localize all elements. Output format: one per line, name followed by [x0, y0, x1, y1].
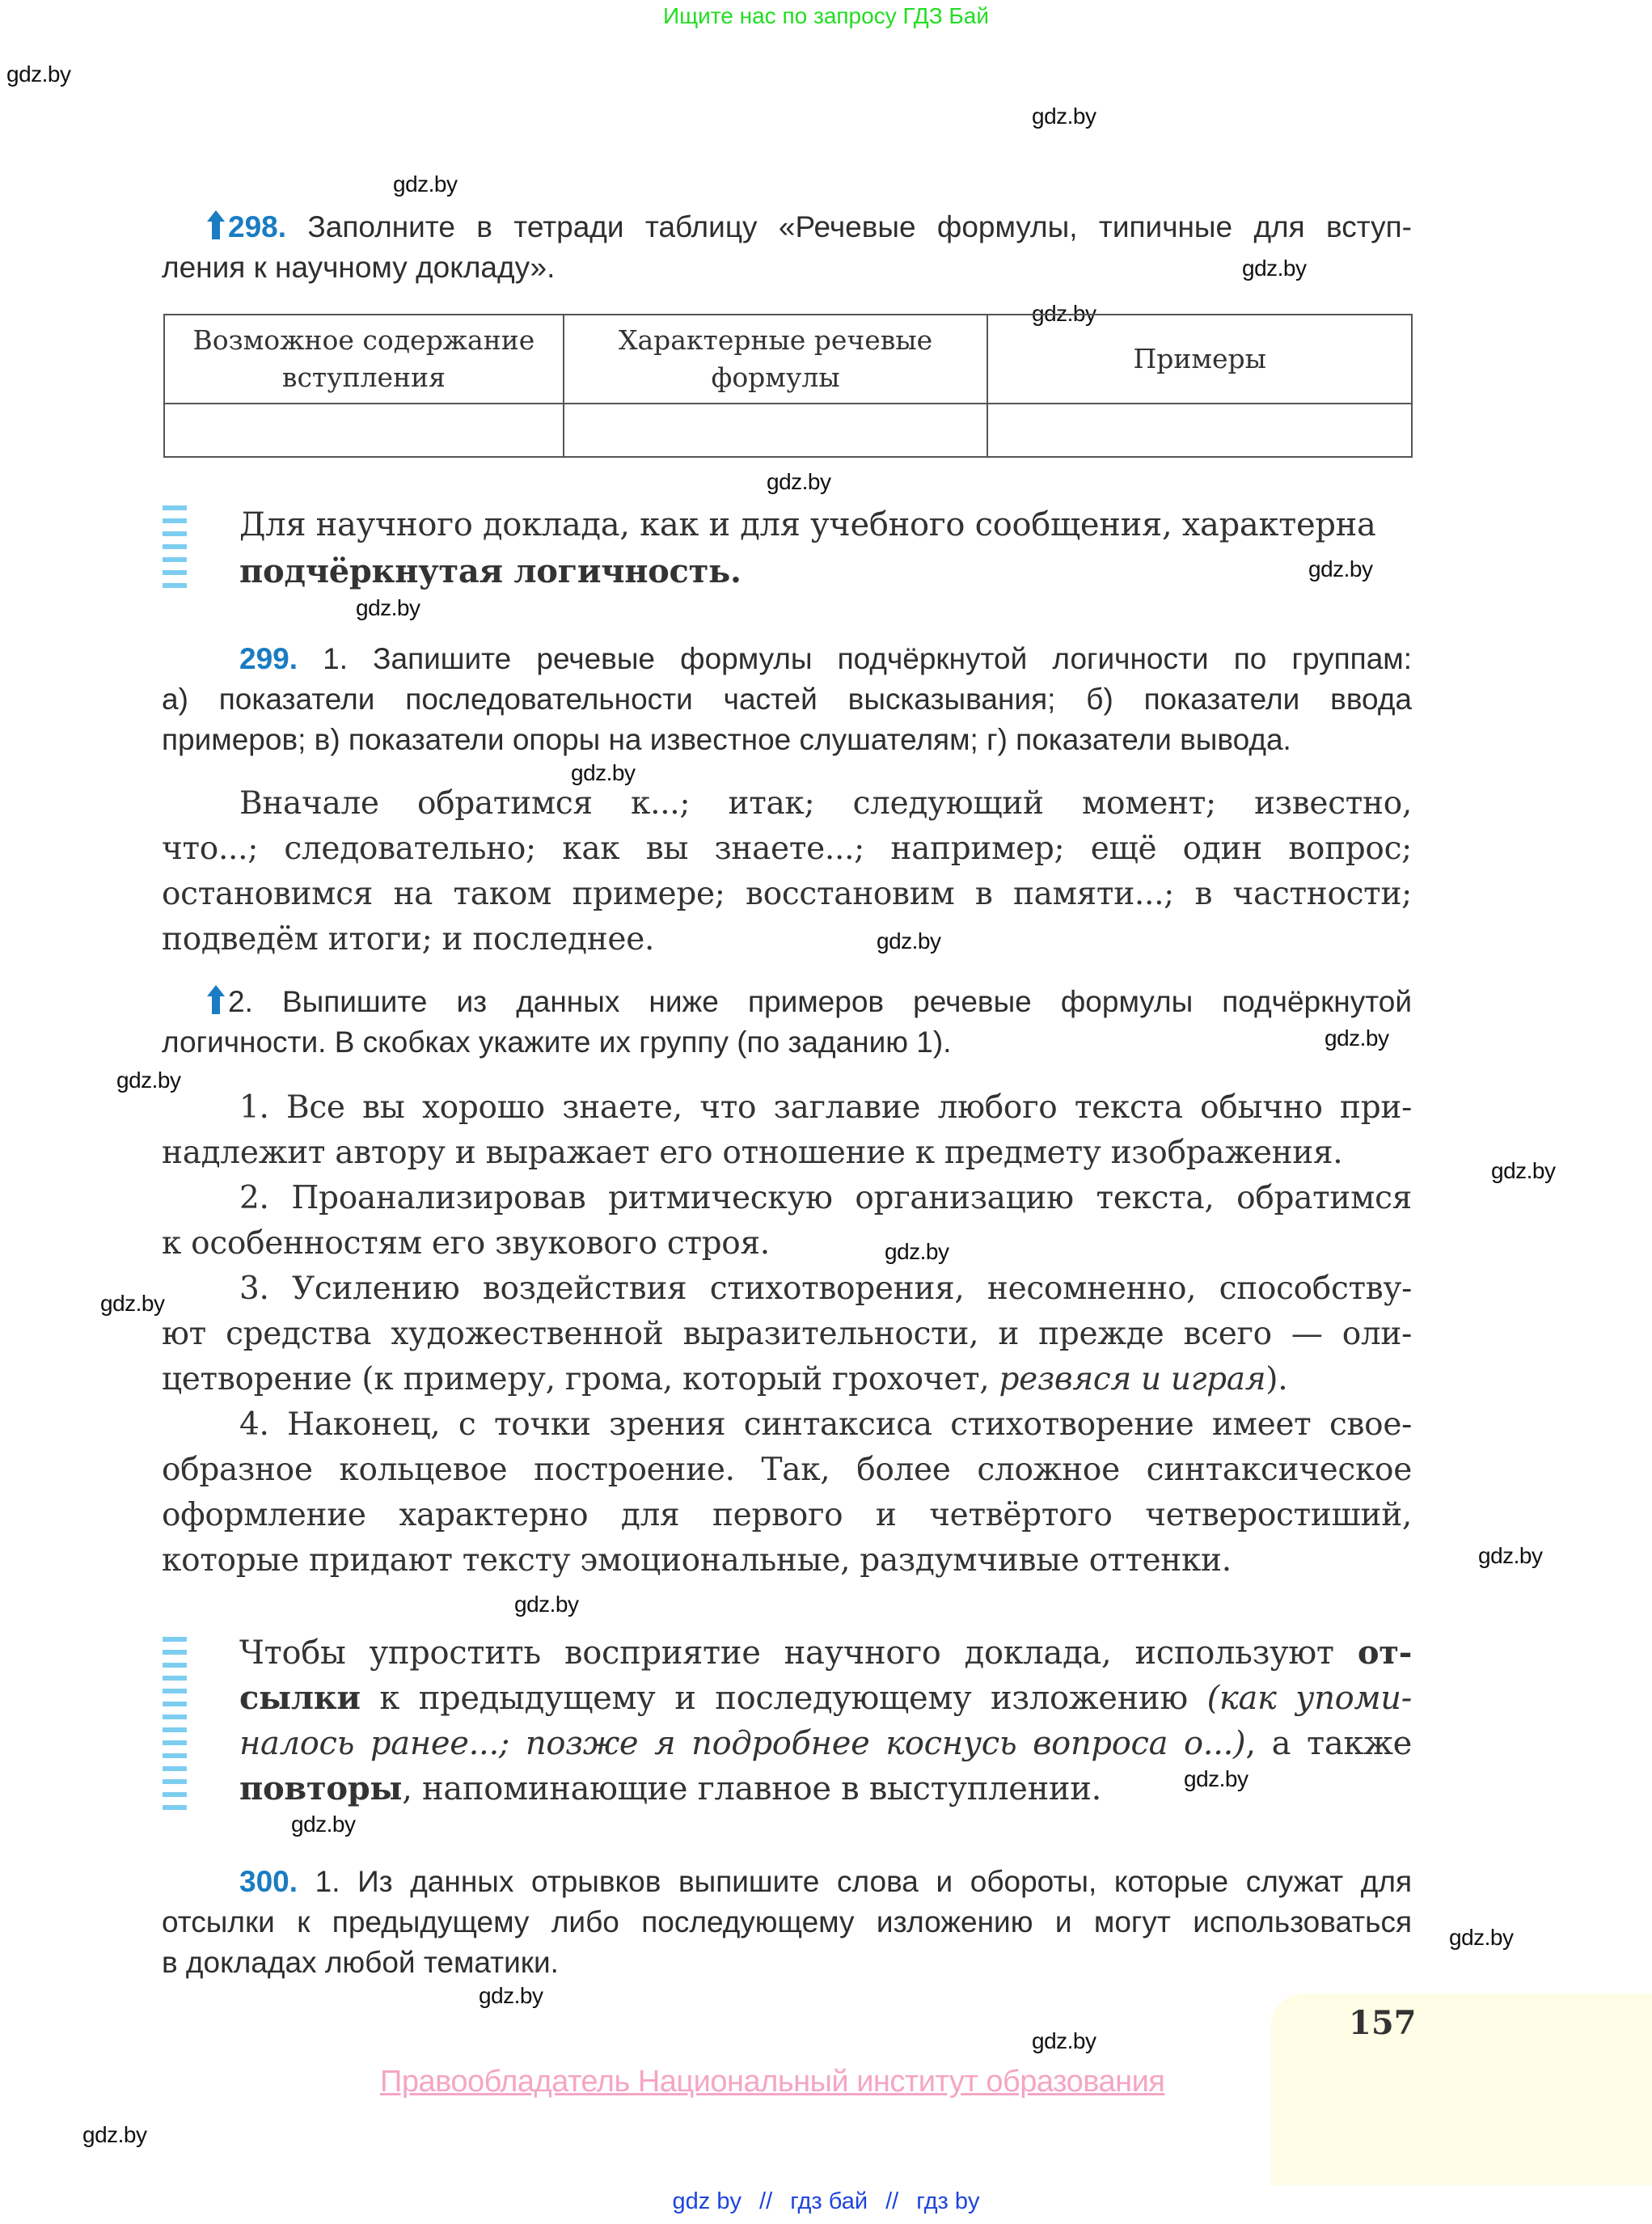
watermark: gdz.by — [1242, 256, 1307, 281]
footer-link[interactable]: гдз бай — [790, 2188, 868, 2214]
table-row — [164, 404, 1412, 457]
watermark: gdz.by — [877, 928, 941, 953]
exercise-299-task-1: 299. 1. Запишите речевые формулы подчёркнутой логичности по группам: а) показатели последовательности частей высказывания; б) показатели ввода примеров; в) показатели опоры на известное слушателям; г) показатели вывода. — [162, 642, 1412, 756]
list-item: 1. Все вы хорошо знаете, что заглавие любого текста обычно при- надлежит автору и выражает его отношение к предмету изображения. — [162, 1089, 1412, 1171]
top-banner: Ищите нас по запросу ГДЗ Бай — [662, 3, 990, 28]
rule-2: Чтобы упростить восприятие научного доклада, используют от- сылки к предыдущему и последующему изложению (как упоми- налось ранее...; позже я подробнее коснусь вопроса о...), а также повторы, напоминающие главное в выступлении. — [239, 1634, 1412, 1808]
list-item: 2. Проанализировав ритмическую организацию текста, обратимся к особенностям его звукового строя. — [162, 1180, 1412, 1262]
table-cell — [987, 404, 1412, 457]
watermark: gdz.by — [1308, 556, 1373, 581]
watermark: gdz.by — [514, 1592, 579, 1617]
watermark: gdz.by — [291, 1812, 356, 1837]
exercise-299-task-2: 2. Выпишите из данных ниже примеров речевые формулы подчёркнутой логичности. В скобках укажите их группу (по заданию 1). — [162, 985, 1412, 1059]
watermark: gdz.by — [885, 1239, 949, 1264]
list-item: 4. Наконец, с точки зрения синтаксиса стихотворение имеет свое- образное кольцевое построение. Так, более сложное синтаксическое оформление характерно для первого и четвёртого четверостиший, которые придают тексту эмоциональные, раздумчивые оттенки. — [162, 1406, 1412, 1579]
speech-formulas: Вначале обратимся к...; итак; следующий момент; известно, что...; следовательно; как вы знаете...; например; ещё один вопрос; остановимся на таком примере; восстановим в памяти...; в частности; подведём итоги; и последнее. — [162, 785, 1412, 958]
table-header-cell: Возможное содержание вступления — [164, 315, 564, 404]
list-item: 3. Усилению воздействия стихотворения, несомненно, способству- ют средства художественной выразительности, и прежде всего — оли- цетворение (к примеру, грома, который грохочет, резвяся и играя). — [162, 1271, 1412, 1397]
rights-holder-link[interactable]: Правообладатель Национальный институт образования — [380, 2065, 1165, 2099]
watermark: gdz.by — [1032, 301, 1096, 326]
table-header-cell: Характерные речевые формулы — [564, 315, 988, 404]
watermark: gdz.by — [1449, 1925, 1514, 1950]
watermark: gdz.by — [6, 61, 71, 87]
watermark: gdz.by — [116, 1068, 181, 1093]
examples-list — [162, 1085, 1412, 1583]
exercise-298-line-2: ления к научному докладу». — [162, 251, 556, 284]
page-number: 157 — [1349, 2004, 1417, 2042]
watermark: gdz.by — [1491, 1158, 1556, 1183]
table-cell — [164, 404, 564, 457]
watermark: gdz.by — [1032, 2028, 1096, 2053]
watermark: gdz.by — [479, 1983, 543, 2008]
rule-1: Для научного доклада, как и для учебного сообщения, характерна подчёркнутая логичность. — [239, 506, 1376, 590]
watermark: gdz.by — [1478, 1543, 1543, 1568]
exercise-number: 300. — [239, 1865, 298, 1898]
exercise-298 — [162, 207, 1412, 288]
watermark: gdz.by — [393, 171, 458, 197]
watermark: gdz.by — [1184, 1766, 1249, 1791]
footer-link[interactable]: гдз by — [916, 2188, 980, 2214]
arrow-up-icon — [207, 210, 225, 239]
table-cell — [564, 404, 988, 457]
table-header-row — [164, 315, 1412, 404]
arrow-up-icon — [207, 985, 225, 1014]
page-number-box — [1271, 1994, 1652, 2185]
formulas-table — [163, 314, 1413, 458]
watermark: gdz.by — [1325, 1025, 1389, 1051]
watermark: gdz.by — [356, 595, 420, 620]
rule-marker-icon — [163, 1637, 187, 1818]
exercise-number: 299. — [239, 642, 298, 675]
footer-link[interactable]: gdz by — [672, 2188, 741, 2214]
exercise-300: 300. 1. Из данных отрывков выпишите слова и обороты, которые служат для отсылки к предыдущему либо последующему изложению и могут использоваться в докладах любой тематики. — [162, 1865, 1412, 1979]
watermark: gdz.by — [1032, 104, 1096, 129]
exercise-number: 298. — [228, 210, 287, 243]
exercise-298-line-1: 298. Заполните в тетради таблицу «Речевые формулы, типичные для вступ- — [162, 207, 1412, 247]
watermark: gdz.by — [82, 2122, 147, 2147]
watermark: gdz.by — [767, 469, 831, 494]
table-header-cell: Примеры — [987, 315, 1412, 404]
rule-marker-icon — [163, 505, 187, 596]
watermark: gdz.by — [100, 1291, 165, 1316]
watermark: gdz.by — [571, 760, 636, 785]
footer-links: gdz by // гдз бай // гдз by — [672, 2188, 980, 2214]
